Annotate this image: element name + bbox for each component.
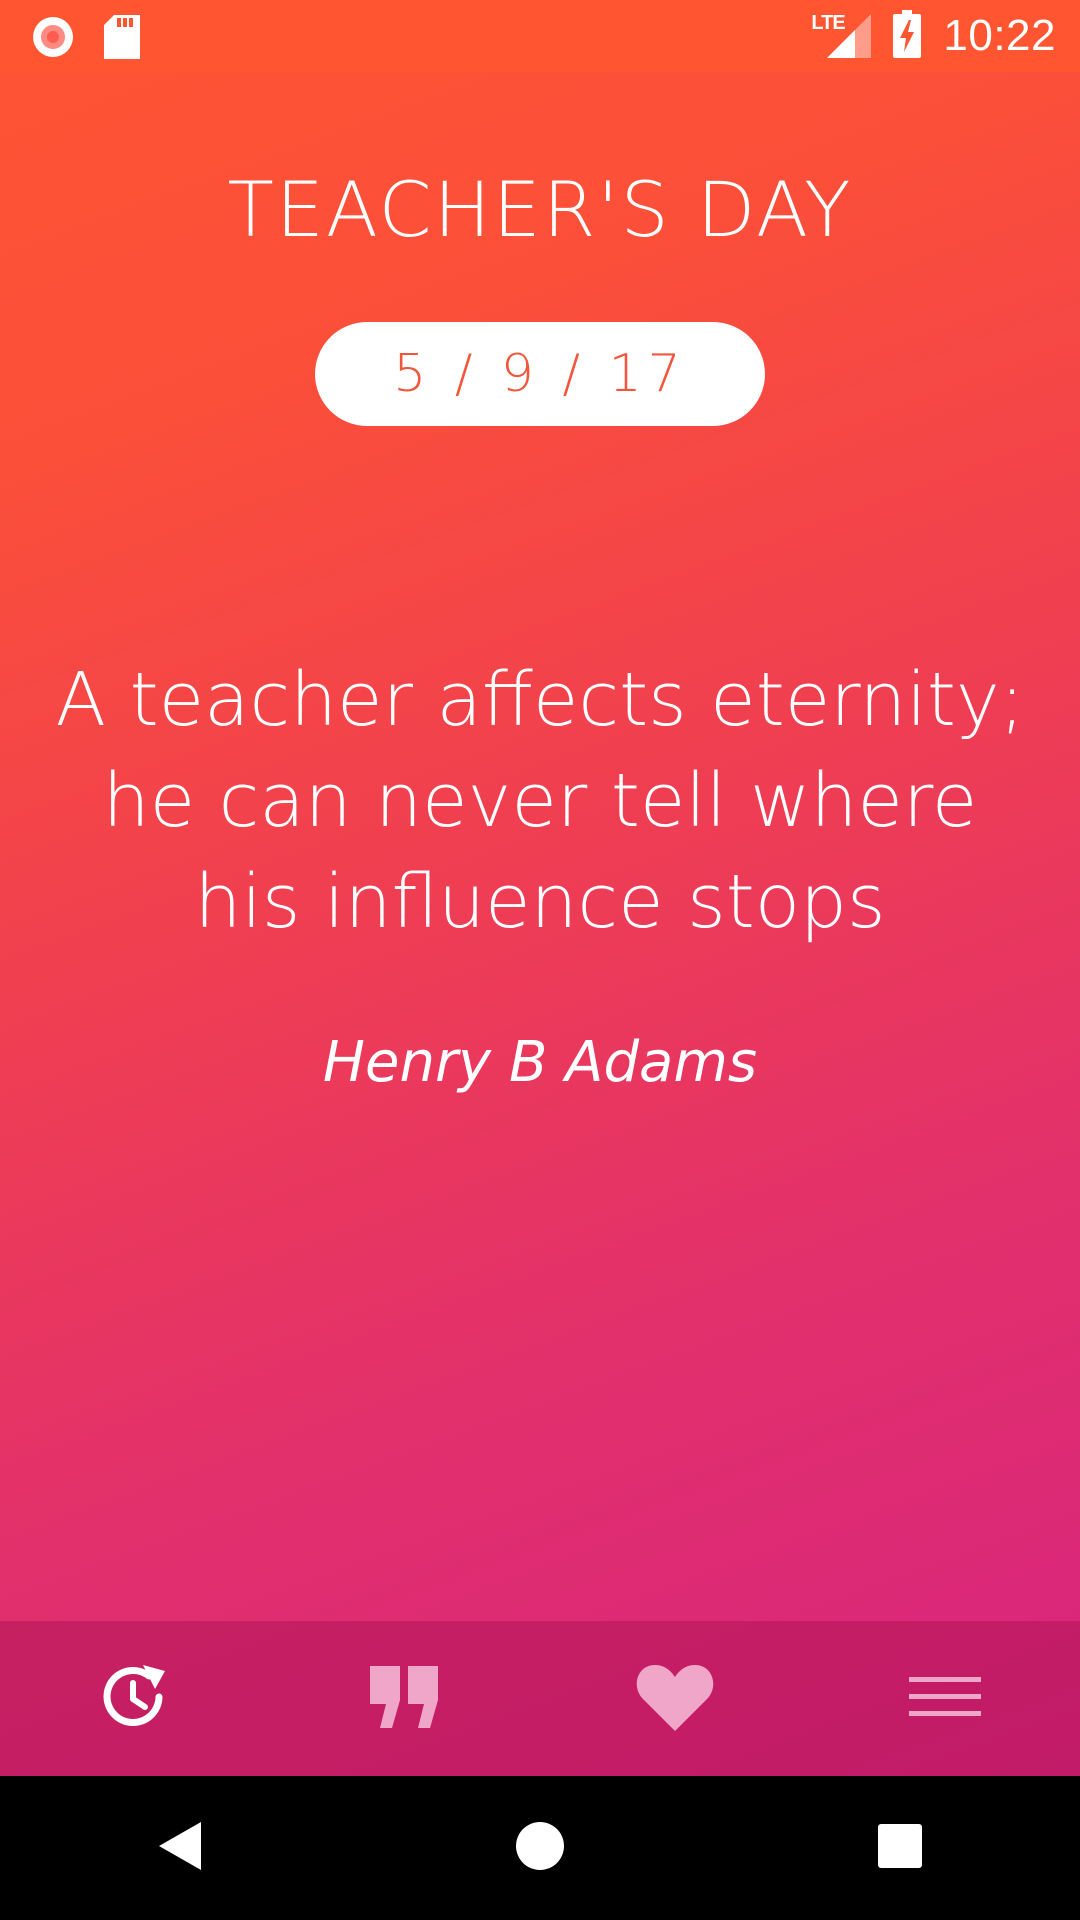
bottom-nav: [0, 1621, 1080, 1776]
status-bar: [0, 0, 1080, 72]
system-navigation-bar: [0, 1776, 1080, 1920]
page-title: TEACHER'S DAY: [227, 165, 853, 254]
recents-button[interactable]: [840, 1788, 960, 1908]
quotes-button[interactable]: [345, 1639, 465, 1759]
quote-author: Henry B Adams: [322, 1030, 758, 1095]
recents-icon: [877, 1823, 923, 1873]
menu-icon: [909, 1675, 981, 1723]
history-icon: [95, 1657, 175, 1741]
battery-charging-icon: [893, 10, 921, 62]
status-time: 10:22: [943, 11, 1056, 60]
home-icon: [515, 1821, 565, 1875]
favorites-button[interactable]: [615, 1639, 735, 1759]
lte-signal-icon: [811, 12, 871, 60]
sd-card-icon: [104, 15, 140, 63]
record-icon: [30, 14, 76, 64]
menu-button[interactable]: [885, 1639, 1005, 1759]
quote-icon: [368, 1664, 442, 1734]
quote-text: A teacher affects eternity; he can never tell where his influence stops: [55, 657, 1025, 945]
back-icon: [155, 1820, 205, 1876]
heart-icon: [635, 1661, 715, 1737]
history-button[interactable]: [75, 1639, 195, 1759]
network-label: LTE: [811, 12, 845, 34]
date-badge[interactable]: 5 / 9 / 17: [315, 322, 765, 426]
home-button[interactable]: [480, 1788, 600, 1908]
back-button[interactable]: [120, 1788, 240, 1908]
